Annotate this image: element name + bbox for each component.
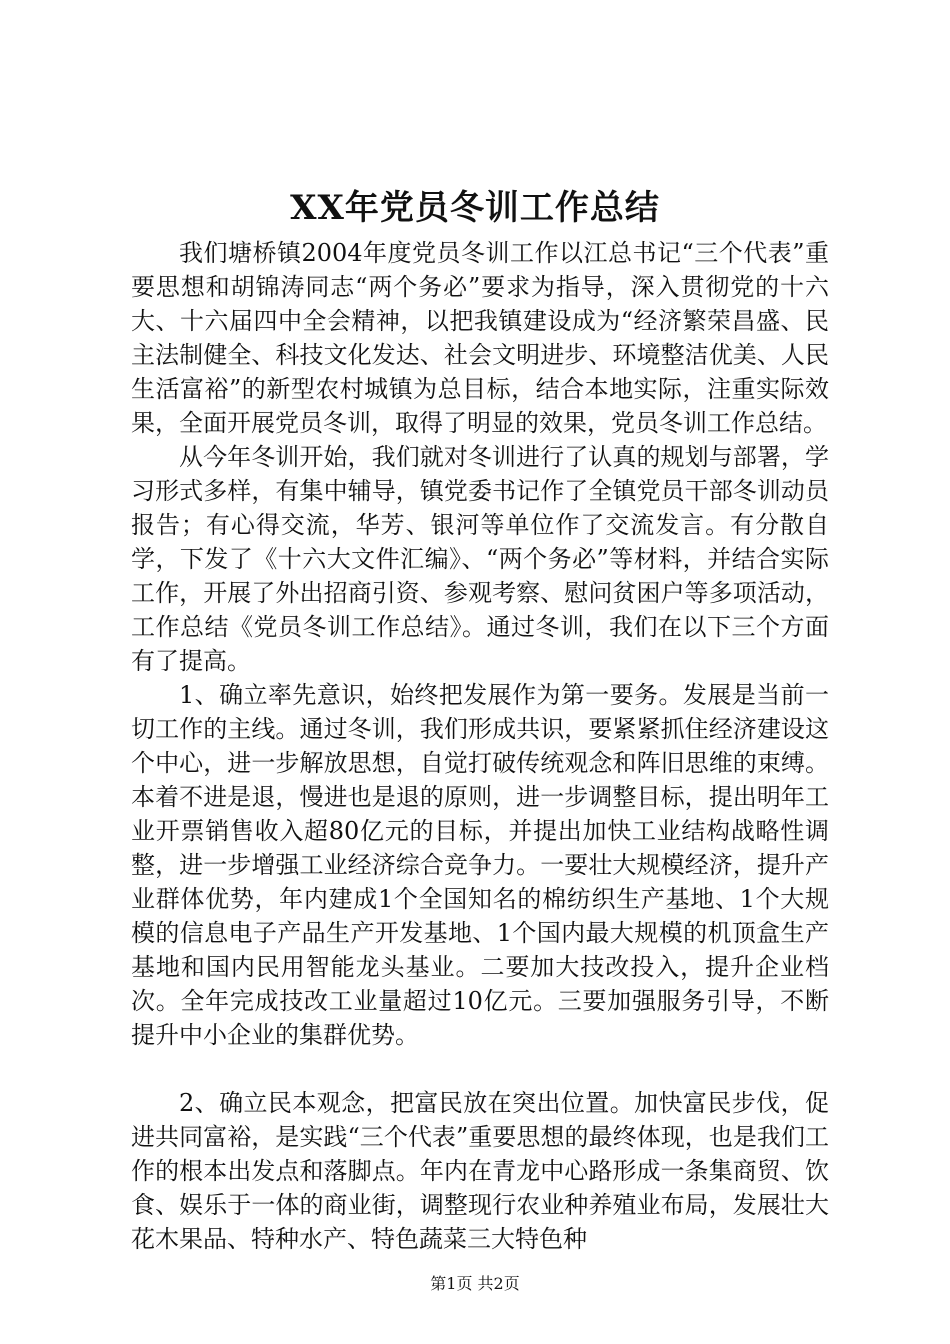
paragraph-training-forms: 从今年冬训开始，我们就对冬训进行了认真的规划与部署，学习形式多样，有集中辅导，镇党委书记作了全镇党员干部冬训动员报告；有心得交流，华芳、银河等单位作了交流发言。有分散自学，下发了《十六大文件汇编》、“两个务必”等材料，并结合实际工作，开展了外出招商引资、参观考察、慰问贫困户等多项活动，工作总结《党员冬训工作总结》。通过冬训，我们在以下三个方面有了提高。 <box>131 443 829 675</box>
paragraph-intro: 我们塘桥镇2004年度党员冬训工作以江总书记“三个代表”重要思想和胡锦涛同志“两个务必”要求为指导，深入贯彻党的十六大、十六届四中全会精神，以把我镇建设成为“经济繁荣昌盛、民主法制健全、科技文化发达、社会文明进步、环境整洁优美、人民生活富裕”的新型农村城镇为总目标，结合本地实际，注重实际效果，全面开展党员冬训，取得了明显的效果，党员冬训工作总结。 <box>131 239 829 437</box>
paragraph-point-2: 2、确立民本观念，把富民放在突出位置。加快富民步伐，促进共同富裕，是实践“三个代表”重要思想的最终体现，也是我们工作的根本出发点和落脚点。年内在青龙中心路形成一条集商贸、饮食、娱乐于一体的商业街，调整现行农业种养殖业布局，发展壮大花木果品、特种水产、特色蔬菜三大特色种 <box>131 1089 829 1253</box>
document-body <box>131 236 829 1256</box>
page-number-footer: 第1页 共2页 <box>430 1274 520 1293</box>
paragraph-point-1: 1、确立率先意识，始终把发展作为第一要务。发展是当前一切工作的主线。通过冬训，我们形成共识，要紧紧抓住经济建设这个中心，进一步解放思想，自觉打破传统观念和阵旧思维的束缚。本着不进是退，慢进也是退的原则，进一步调整目标，提出明年工业开票销售收入超80亿元的目标，并提出加快工业结构战略性调整，进一步增强工业经济综合竞争力。一要壮大规模经济，提升产业群体优势，年内建成1个全国知名的棉纺织生产基地、1个大规模的信息电子产品生产开发基地、1个国内最大规模的机顶盒生产基地和国内民用智能龙头基业。二要加大技改投入，提升企业档次。全年完成技改工业量超过10亿元。三要加强服务引导，不断提升中小企业的集群优势。 <box>131 681 829 1049</box>
document-title: XX年党员冬训工作总结 <box>290 188 660 228</box>
